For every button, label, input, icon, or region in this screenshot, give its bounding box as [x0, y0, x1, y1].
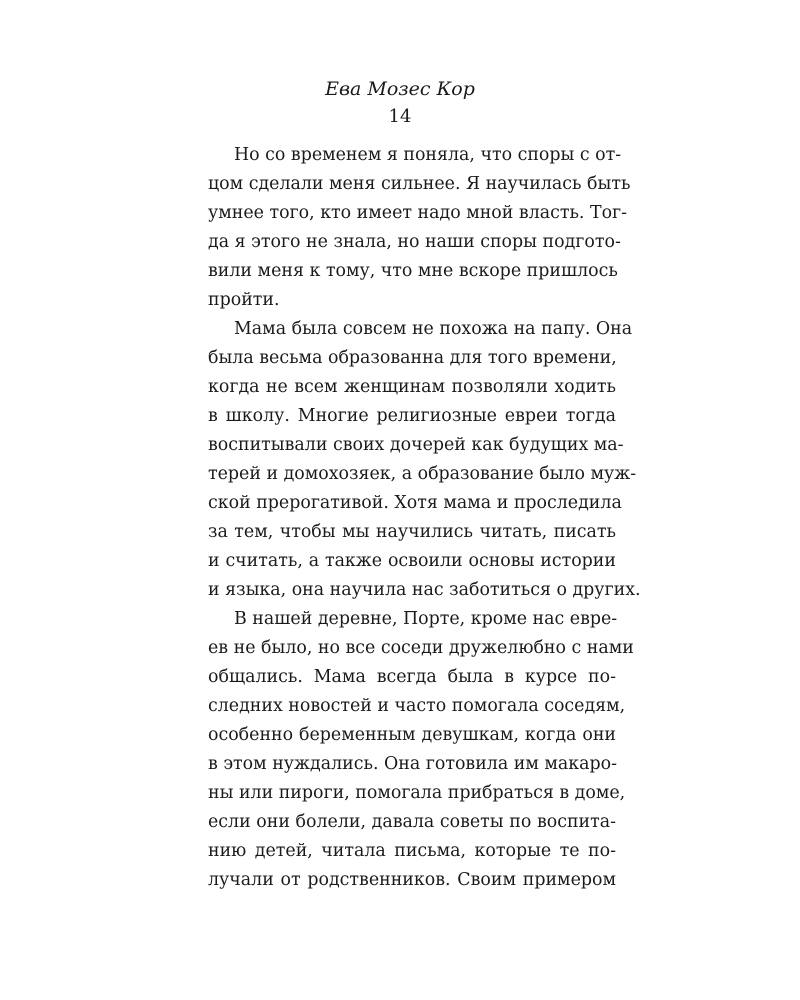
- text-line: за тем, чтобы мы научились читать, писать: [208, 522, 616, 542]
- text-line: вили меня к тому, что мне вскоре пришлось: [208, 261, 618, 281]
- text-line: да я этого не знала, но наши споры подгото-: [208, 232, 621, 252]
- text-line: общались. Мама всегда была в курсе по-: [208, 667, 616, 687]
- text-line: и считать, а также освоили основы истории: [208, 551, 616, 571]
- text-line: ской прерогативой. Хотя мама и проследила: [208, 493, 622, 513]
- paragraph-2: [208, 315, 641, 605]
- text-line: ев не было, но все соседи дружелюбно с нами: [208, 638, 634, 658]
- text-line: когда не всем женщинам позволяли ходить: [208, 377, 616, 397]
- text-line: была весьма образованна для того времени,: [208, 348, 617, 368]
- page-number: 14: [388, 106, 412, 127]
- text-line: цом сделали меня сильнее. Я научилась быть: [208, 174, 631, 194]
- text-line: ны или пироги, помогала прибраться в доме,: [208, 783, 626, 803]
- text-line: пройти.: [208, 290, 280, 310]
- text-line: лучали от родственников. Своим примером: [208, 870, 616, 890]
- text-line: и языка, она научила нас заботиться о других.: [208, 580, 641, 600]
- text-line: нию детей, читала письма, которые те по-: [208, 841, 616, 861]
- text-line: умнее того, кто имеет надо мной власть. Тог-: [208, 203, 628, 223]
- body-text: [208, 141, 641, 895]
- text-line: особенно беременным девушкам, когда они: [208, 725, 616, 745]
- running-head-author: Ева Мозес Кор: [325, 78, 475, 100]
- text-line: в школу. Многие религиозные евреи тогда: [208, 406, 616, 426]
- text-line: Мама была совсем не похожа на папу. Она: [234, 319, 633, 339]
- text-line: терей и домохозяек, а образование было муж-: [208, 464, 637, 484]
- text-line: воспитывали своих дочерей как будущих ма-: [208, 435, 624, 455]
- text-line: если они болели, давала советы по воспита-: [208, 812, 616, 832]
- paragraph-1: [208, 141, 631, 315]
- text-line: В нашей деревне, Порте, кроме нас евре-: [234, 609, 618, 629]
- text-line: следних новостей и часто помогала соседям,: [208, 696, 626, 716]
- text-line: в этом нуждались. Она готовила им макаро-: [208, 754, 618, 774]
- text-line: Но со временем я поняла, что споры с от-: [234, 145, 622, 165]
- paragraph-3: [208, 605, 634, 895]
